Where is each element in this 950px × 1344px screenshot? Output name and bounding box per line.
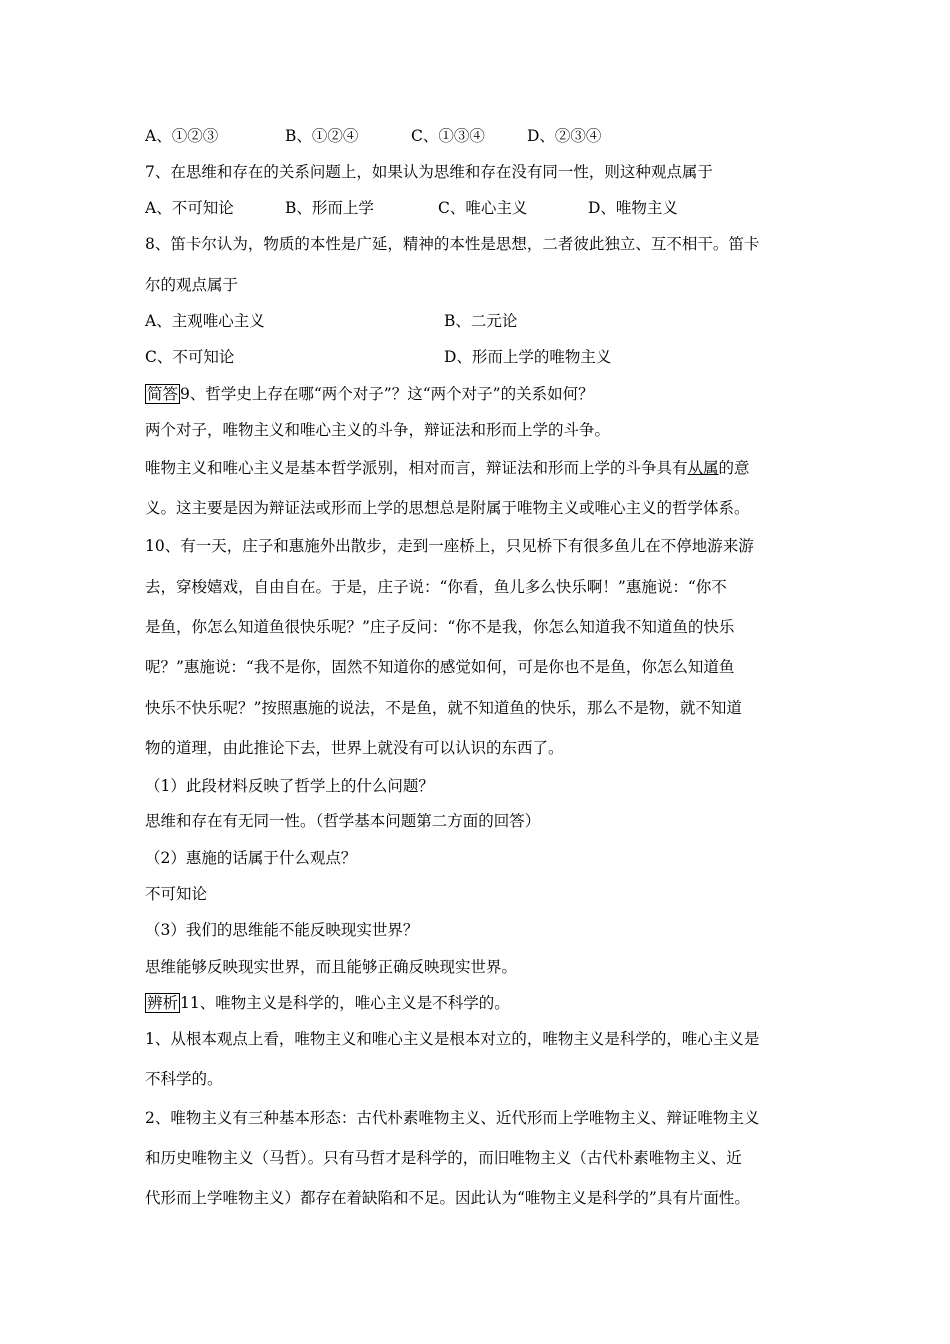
q7-option-c: C、唯心主义 xyxy=(438,199,528,217)
q8-stem-line2: 尔的观点属于 xyxy=(145,276,239,294)
q9-answer-line3: 义。这主要是因为辩证法或形而上学的思想总是附属于唯物主义或唯心主义的哲学体系。 xyxy=(145,499,750,517)
section-tag-short-answer: 简答 xyxy=(147,385,179,403)
q6-option-b: B、①②④ xyxy=(285,127,359,145)
q7-stem: 7、在思维和存在的关系问题上，如果认为思维和存在没有同一性，则这种观点属于 xyxy=(145,163,713,181)
q11-answer-line: 2、唯物主义有三种基本形态：古代朴素唯物主义、近代形而上学唯物主义、辩证唯物主义 xyxy=(145,1109,760,1127)
section-tag-analysis: 辨析 xyxy=(147,994,179,1012)
q6-option-d: D、②③④ xyxy=(527,127,602,145)
q8-stem-line1: 8、笛卡尔认为，物质的本性是广延，精神的本性是思想，二者彼此独立、互不相干。笛卡 xyxy=(145,235,760,253)
q11-answer-line: 和历史唯物主义（马哲）。只有马哲才是科学的，而旧唯物主义（古代朴素唯物主义、近 xyxy=(145,1149,742,1167)
q10-line: 10、有一天，庄子和惠施外出散步，走到一座桥上，只见桥下有很多鱼儿在不停地游来游 xyxy=(145,537,754,555)
q10-line: 是鱼，你怎么知道鱼很快乐呢？”庄子反问：“你不是我，你怎么知道我不知道鱼的快乐 xyxy=(145,618,735,636)
q9-question: 9、哲学史上存在哪“两个对子”？这“两个对子”的关系如何？ xyxy=(180,385,594,403)
q11-answer-line: 代形而上学唯物主义）都存在着缺陷和不足。因此认为“唯物主义是科学的”具有片面性。 xyxy=(145,1189,750,1207)
q8-option-a: A、主观唯心主义 xyxy=(145,312,265,330)
q10-line: 物的道理，由此推论下去，世界上就没有可以认识的东西了。 xyxy=(145,739,564,757)
q6-option-c: C、①③④ xyxy=(411,127,485,145)
q9-answer-line2-text: 唯物主义和唯心主义是基本哲学派别，相对而言，辩证法和形而上学的斗争具有 xyxy=(145,459,688,477)
q9-answer-underlined-term: 从属 xyxy=(687,459,719,477)
q10-sub1-question: （1）此段材料反映了哲学上的什么问题？ xyxy=(145,777,434,795)
q9-line xyxy=(145,384,594,404)
q11-statement: 11、唯物主义是科学的，唯心主义是不科学的。 xyxy=(180,994,510,1012)
q10-sub2-question: （2）惠施的话属于什么观点？ xyxy=(145,849,357,867)
q10-sub3-answer: 思维能够反映现实世界，而且能够正确反映现实世界。 xyxy=(145,958,518,976)
q8-option-d: D、形而上学的唯物主义 xyxy=(444,348,612,366)
q10-sub1-answer: 思维和存在有无同一性。（哲学基本问题第二方面的回答） xyxy=(145,812,541,830)
q10-line: 去，穿梭嬉戏，自由自在。于是，庄子说：“你看，鱼儿多么快乐啊！”惠施说：“你不 xyxy=(145,578,727,596)
q7-option-a: A、不可知论 xyxy=(145,199,234,217)
q7-option-d: D、唯物主义 xyxy=(588,199,678,217)
q8-option-c: C、不可知论 xyxy=(145,348,235,366)
q11-answer-line: 1、从根本观点上看，唯物主义和唯心主义是根本对立的，唯物主义是科学的，唯心主义是 xyxy=(145,1030,760,1048)
q9-answer-line2-end: 的意 xyxy=(718,459,750,477)
q11-line xyxy=(145,993,510,1013)
q10-line: 呢？”惠施说：“我不是你，固然不知道你的感觉如何，可是你也不是鱼，你怎么知道鱼 xyxy=(145,658,735,676)
q10-sub2-answer: 不可知论 xyxy=(145,885,208,903)
q8-option-b: B、二元论 xyxy=(444,312,518,330)
q6-option-a: A、①②③ xyxy=(145,127,219,145)
q11-answer-line: 不科学的。 xyxy=(145,1070,223,1088)
q10-line: 快乐不快乐呢？”按照惠施的说法，不是鱼，就不知道鱼的快乐，那么不是物，就不知道 xyxy=(145,699,742,717)
q7-option-b: B、形而上学 xyxy=(285,199,374,217)
q10-sub3-question: （3）我们的思维能不能反映现实世界？ xyxy=(145,921,419,939)
q9-answer-line1: 两个对子，唯物主义和唯心主义的斗争，辩证法和形而上学的斗争。 xyxy=(145,421,611,439)
q9-answer-line2 xyxy=(145,458,750,478)
